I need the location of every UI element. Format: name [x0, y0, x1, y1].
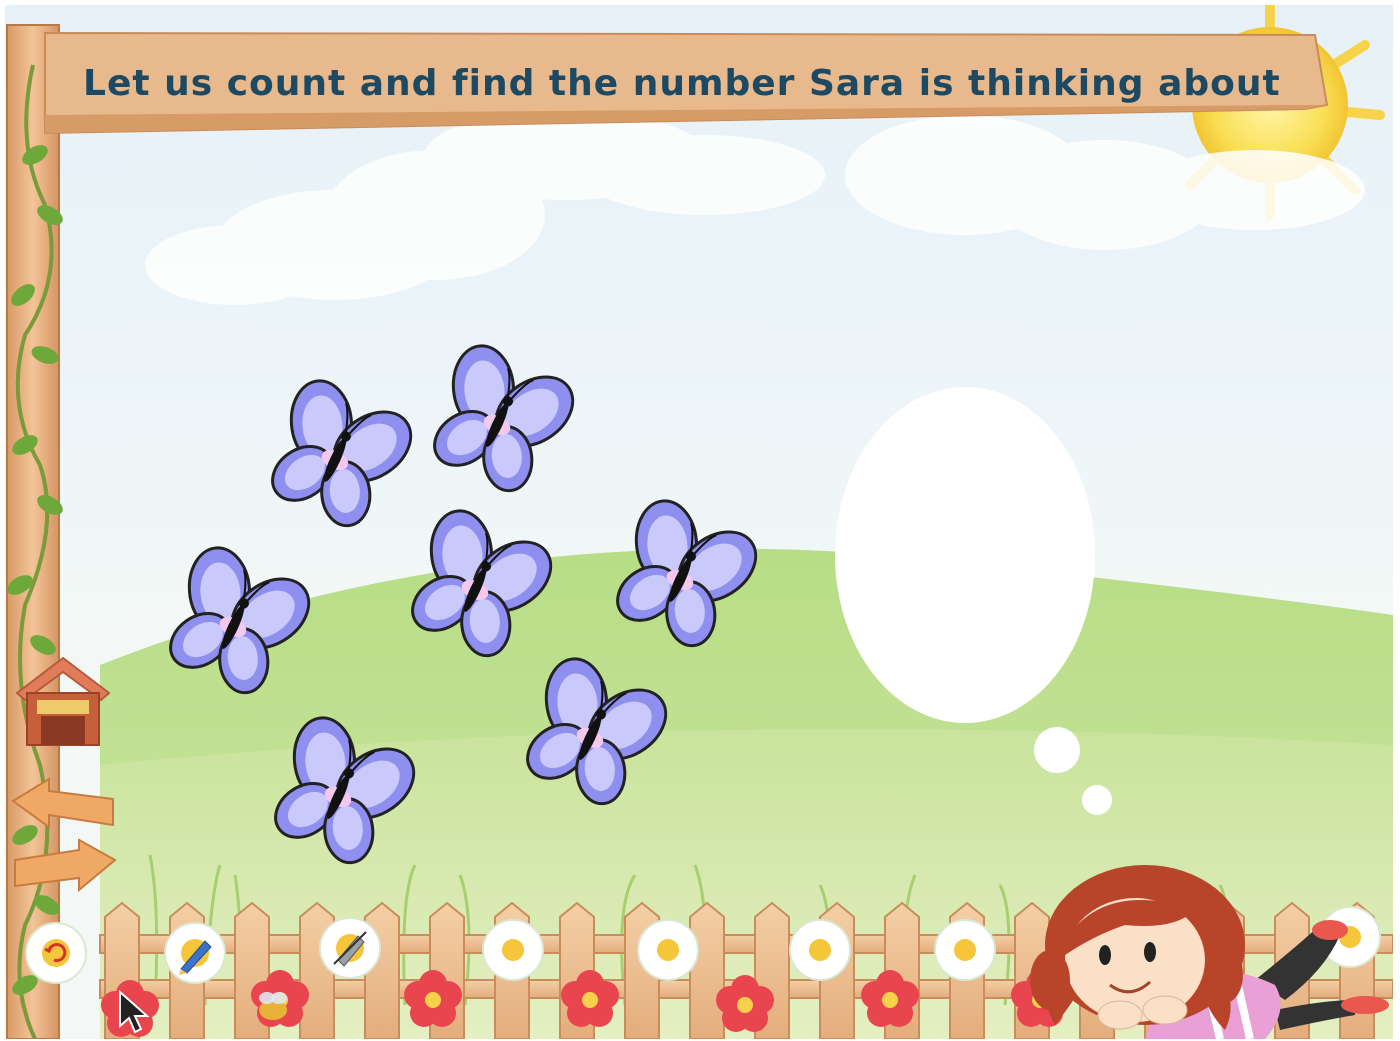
- butterfly[interactable]: [494, 634, 691, 829]
- butterfly[interactable]: [379, 486, 576, 681]
- game-stage: [5, 5, 1393, 1039]
- butterfly[interactable]: [239, 356, 436, 551]
- reset-icon[interactable]: [23, 920, 89, 986]
- eraser-icon[interactable]: [317, 915, 383, 981]
- thought-bubble: [825, 380, 1125, 830]
- butterfly[interactable]: [137, 523, 334, 718]
- back-arrow-icon[interactable]: [9, 775, 119, 831]
- sara-character: [1025, 860, 1393, 1039]
- pen-icon[interactable]: [162, 920, 228, 986]
- mouse-cursor-icon: [115, 990, 155, 1035]
- butterfly[interactable]: [584, 476, 781, 671]
- butterfly[interactable]: [242, 693, 439, 888]
- bee-icon: [251, 988, 297, 1028]
- next-arrow-icon[interactable]: [9, 838, 119, 894]
- home-barn-icon[interactable]: [9, 648, 117, 748]
- question-title: Let us count and find the number Sara is thinking about: [83, 63, 1281, 104]
- butterfly[interactable]: [401, 321, 598, 516]
